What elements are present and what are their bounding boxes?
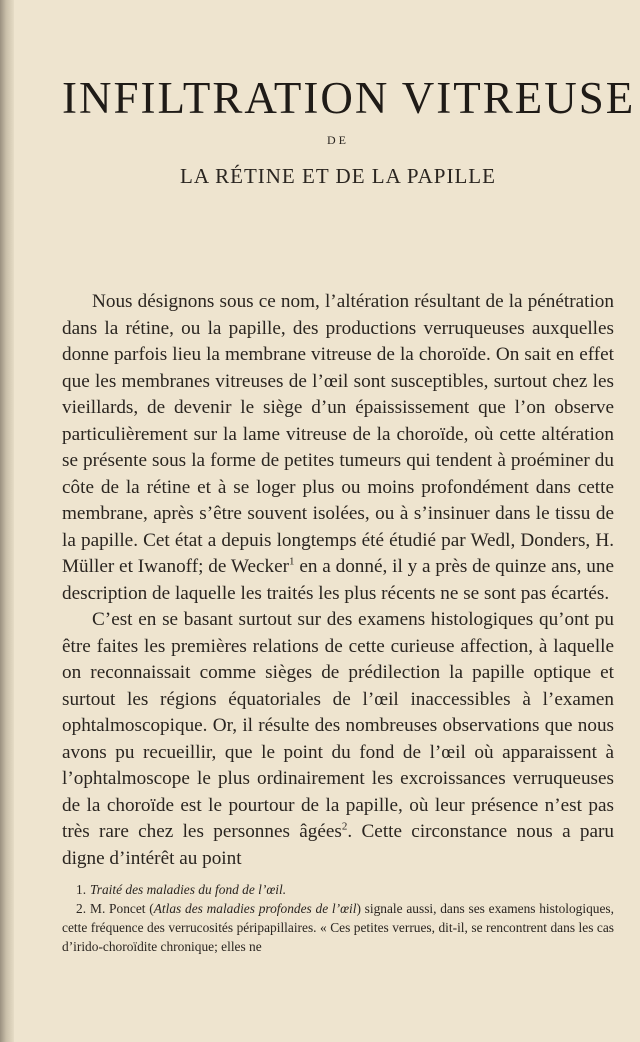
footnote-1-text: Traité des maladies du fond de l’œil.: [90, 882, 287, 897]
footnote-2-text: ) signale aussi, dans ses examens histologiques, cette fréquence des verrucosités péripapillaires. « Ces petites verrues, dit-il, se rencontrent dans les cas d’irido-choroïdite chronique; elles ne: [62, 901, 614, 954]
chapter-subtitle: LA RÉTINE ET DE LA PAPILLE: [180, 164, 496, 188]
footnote-2-number: 2.: [76, 901, 87, 916]
footnote-2-book-title: Atlas des maladies profondes de l’œil: [153, 901, 357, 916]
chapter-title: INFILTRATION VITREUSE: [62, 73, 636, 123]
paragraph-2-text-end: . Cette circonstance nous a paru digne d’intérêt au point: [62, 821, 614, 869]
footnote-1-number: 1.: [76, 882, 87, 897]
paragraph-2-text: C’est en se basant surtout sur des examens histologiques qu’ont pu être faites les premières relations de cette curieuse affection, à laquelle on reconnaissait comme sièges de prédilection la papille optique et surtout les régions équatoriales de l’œil inaccessibles à l’examen ophtalmoscopique. Or, il résulte des nombreuses observations que nous avons pu recueillir, que le point du fond de l’œil où apparaissent à l’ophtalmoscope le plus ordinairement les excroissances verruqueuses de la choroïde est le pourtour de la papille, où leur présence n’est pas très rare chez les personnes âgées: [62, 609, 614, 842]
book-page: [62, 72, 636, 956]
footnote-2-prefix: M. Poncet (: [90, 901, 154, 916]
paragraph-2: [62, 607, 614, 872]
paragraph-1-text: Nous désignons sous ce nom, l’altération résultant de la pénétration dans la rétine, ou la papille, des productions verruqueuses auxquelles donne parfois lieu la membrane vitreuse de la choroïde. On sait en effet que les membranes vitreuses de l’œil sont susceptibles, surtout chez les vieillards, de devenir le siège d’un épaississement que l’on observe particulièrement sur la lame vitreuse de la choroïde, où cette altération se présente sous la forme de petites tumeurs qui tendent à proéminer du côte de la rétine et à se loger plus ou moins profondément dans cette membrane, après s’être souvent isolées, ou à s’insinuer dans le tissu de la papille. Cet état a depuis longtemps été étudié par Wedl, Donders, H. Müller et Iwanoff; de Wecker: [62, 291, 614, 577]
footnotes: [62, 880, 614, 956]
footnote-2: [62, 899, 614, 956]
body-text: [62, 289, 614, 872]
book-spine-shadow: [0, 0, 14, 1042]
paragraph-1: [62, 289, 614, 607]
footnote-ref-1: 1: [288, 555, 295, 568]
footnote-1: [62, 880, 614, 899]
footnote-ref-2: 2: [341, 820, 348, 833]
paragraph-1-text-end: en a donné, il y a près de quinze ans, une description de laquelle les traités les plus récents ne se sont pas écartés.: [62, 556, 615, 604]
title-connector: DE: [327, 133, 349, 147]
